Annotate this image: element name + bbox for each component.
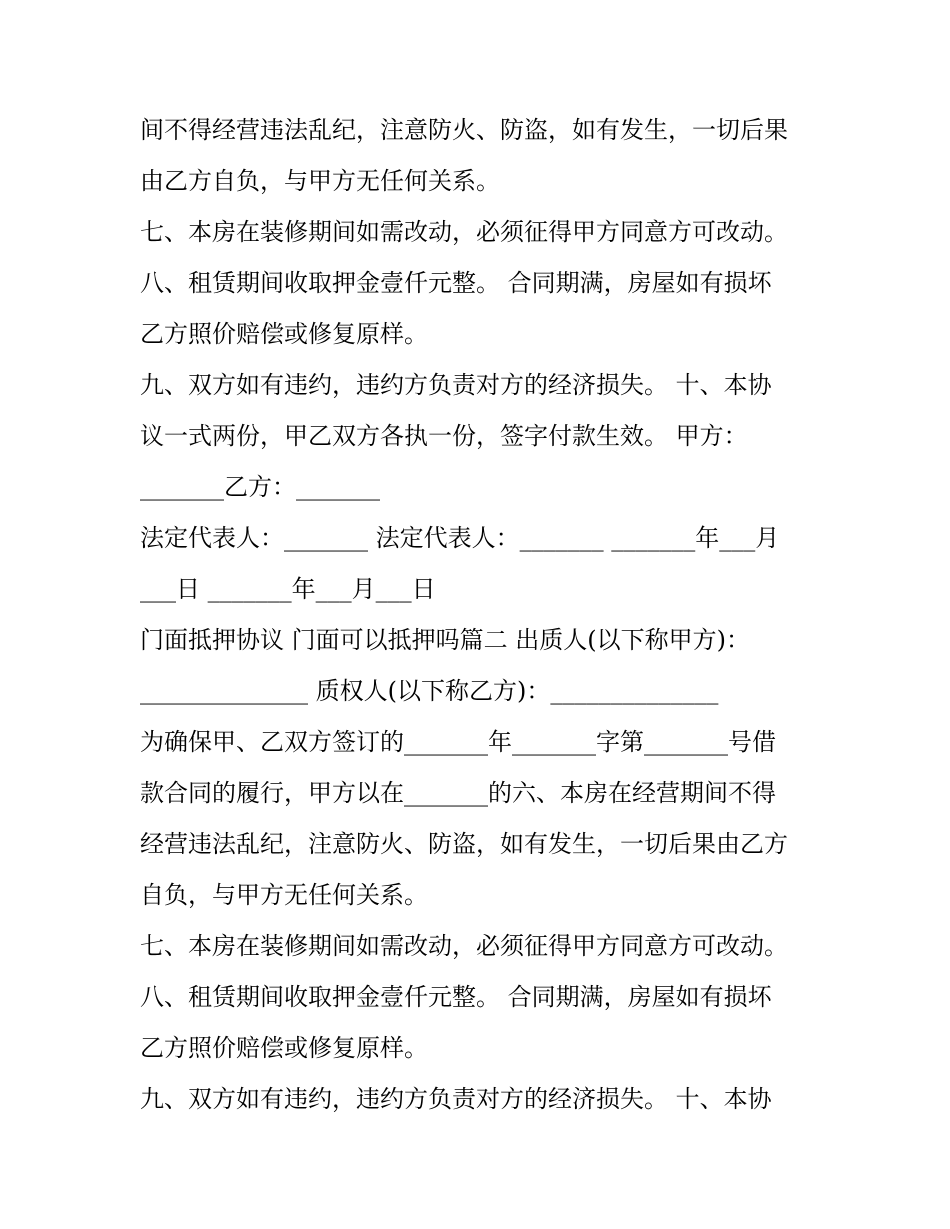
text-line: 八、租赁期间收取押金壹仟元整。 合同期满，房屋如有损坏 bbox=[140, 269, 772, 297]
party-fill-line: ______________ 质权人(以下称乙方)：______________ bbox=[140, 677, 719, 705]
section-heading-line: 门面抵押协议 门面可以抵押吗篇二 出质人(以下称甲方)： bbox=[140, 626, 750, 654]
signature-line: _______乙方：_______ bbox=[140, 473, 380, 501]
text-line: 乙方照价赔偿或修复原样。 bbox=[140, 320, 428, 348]
document-body bbox=[140, 105, 840, 1125]
text-line: 乙方照价赔偿或修复原样。 bbox=[140, 1034, 428, 1062]
text-line: 议一式两份，甲乙双方各执一份，签字付款生效。 甲方： bbox=[140, 422, 748, 450]
text-line: 七、本房在装修期间如需改动，必须征得甲方同意方可改动。 bbox=[140, 932, 788, 960]
text-line: 九、双方如有违约，违约方负责对方的经济损失。 十、本协 bbox=[140, 1085, 772, 1113]
date-line: ___日 _______年___月___日 bbox=[140, 575, 436, 603]
text-line: 七、本房在装修期间如需改动，必须征得甲方同意方可改动。 bbox=[140, 218, 788, 246]
text-line: 八、租赁期间收取押金壹仟元整。 合同期满，房屋如有损坏 bbox=[140, 983, 772, 1011]
text-line: 为确保甲、乙双方签订的_______年_______字第_______号借 bbox=[140, 728, 776, 756]
text-line: 自负，与甲方无任何关系。 bbox=[140, 881, 428, 909]
signature-line: 法定代表人：_______ 法定代表人：_______ _______年___月 bbox=[140, 524, 780, 552]
text-line: 九、双方如有违约，违约方负责对方的经济损失。 十、本协 bbox=[140, 371, 772, 399]
text-line: 经营违法乱纪，注意防火、防盗，如有发生，一切后果由乙方 bbox=[140, 830, 788, 858]
text-line: 由乙方自负，与甲方无任何关系。 bbox=[140, 167, 500, 195]
text-line: 间不得经营违法乱纪，注意防火、防盗，如有发生，一切后果 bbox=[140, 116, 788, 144]
text-line: 款合同的履行，甲方以在_______的六、本房在经营期间不得 bbox=[140, 779, 776, 807]
